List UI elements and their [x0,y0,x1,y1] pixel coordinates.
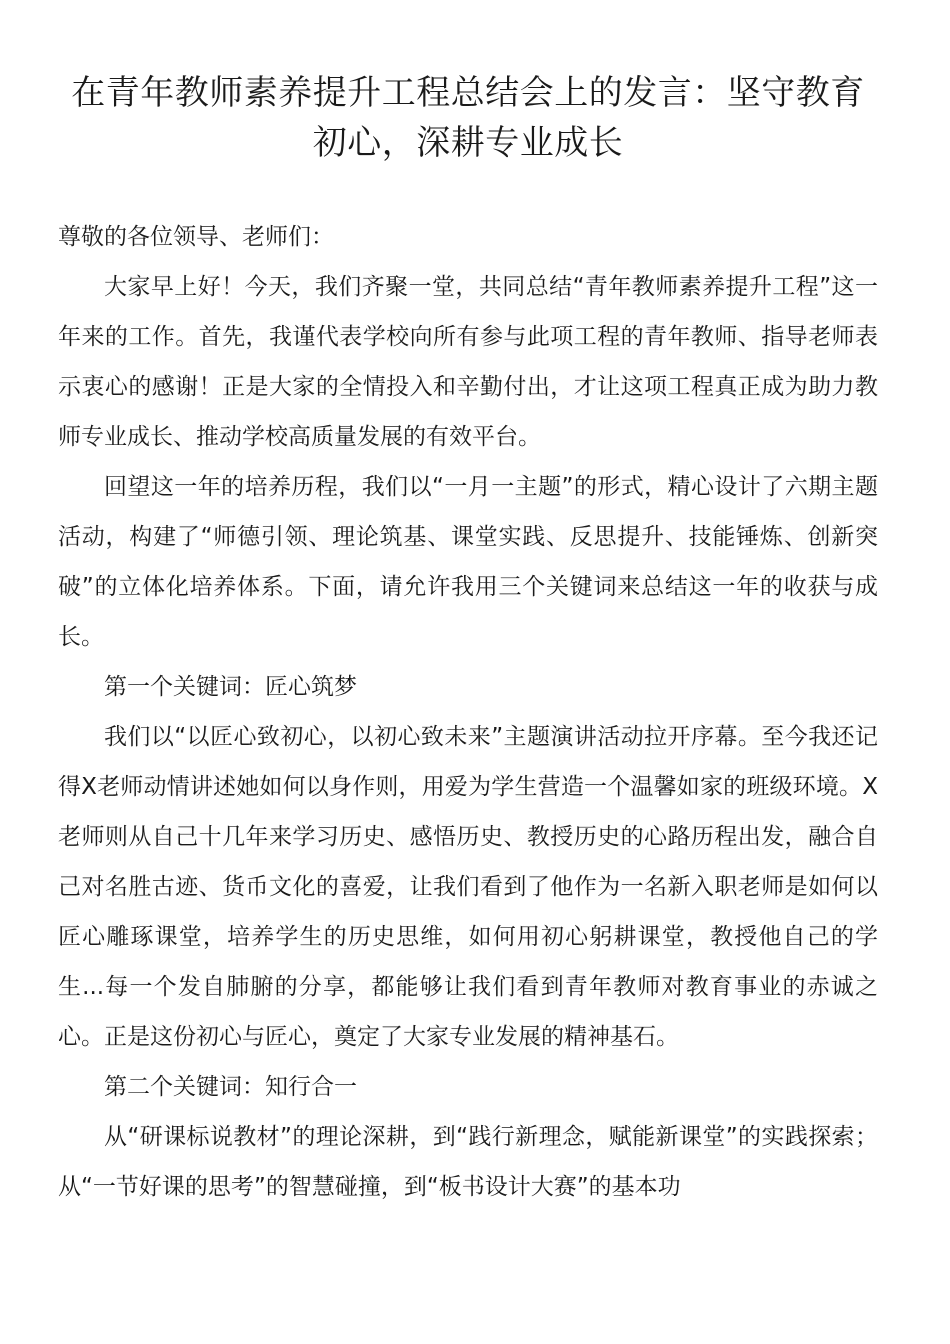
paragraph-greeting: 大家早上好！今天，我们齐聚一堂，共同总结“青年教师素养提升工程”这一年来的工作。首先，我谨代表学校向所有参与此项工程的青年教师、指导老师表示衷心的感谢！正是大家的全情投入和辛勤付出，才让这项工程真正成为助力教师专业成长、推动学校高质量发展的有效平台。 [58,274,878,450]
keyword-body-2: 从“研课标说教材”的理论深耕，到“践行新理念，赋能新课堂”的实践探索；从“一节好课的思考”的智慧碰撞，到“板书设计大赛”的基本功 [58,1124,878,1200]
document-page [58,68,878,1212]
paragraph-review: 回望这一年的培养历程，我们以“一月一主题”的形式，精心设计了六期主题活动，构建了“师德引领、理论筑基、课堂实践、反思提升、技能锤炼、创新突破”的立体化培养体系。下面，请允许我用三个关键词来总结这一年的收获与成长。 [58,474,878,650]
salutation: 尊敬的各位领导、老师们： [58,224,334,250]
keyword-body-1: 我们以“以匠心致初心，以初心致未来”主题演讲活动拉开序幕。至今我还记得X老师动情讲述她如何以身作则，用爱为学生营造一个温馨如家的班级环境。X老师则从自己十几年来学习历史、感悟历史、教授历史的心路历程出发，融合自己对名胜古迹、货币文化的喜爱，让我们看到了他作为一名新入职老师是如何以匠心雕琢课堂，培养学生的历史思维，如何用初心躬耕课堂，教授他自己的学生...每一个发自肺腑的分享，都能够让我们看到青年教师对教育事业的赤诚之心。正是这份初心与匠心，奠定了大家专业发展的精神基石。 [58,724,878,1050]
keyword-heading-1: 第一个关键词：匠心筑梦 [104,674,357,700]
keyword-heading-2: 第二个关键词：知行合一 [104,1074,357,1100]
document-title: 在青年教师素养提升工程总结会上的发言：坚守教育初心，深耕专业成长 [71,73,865,163]
